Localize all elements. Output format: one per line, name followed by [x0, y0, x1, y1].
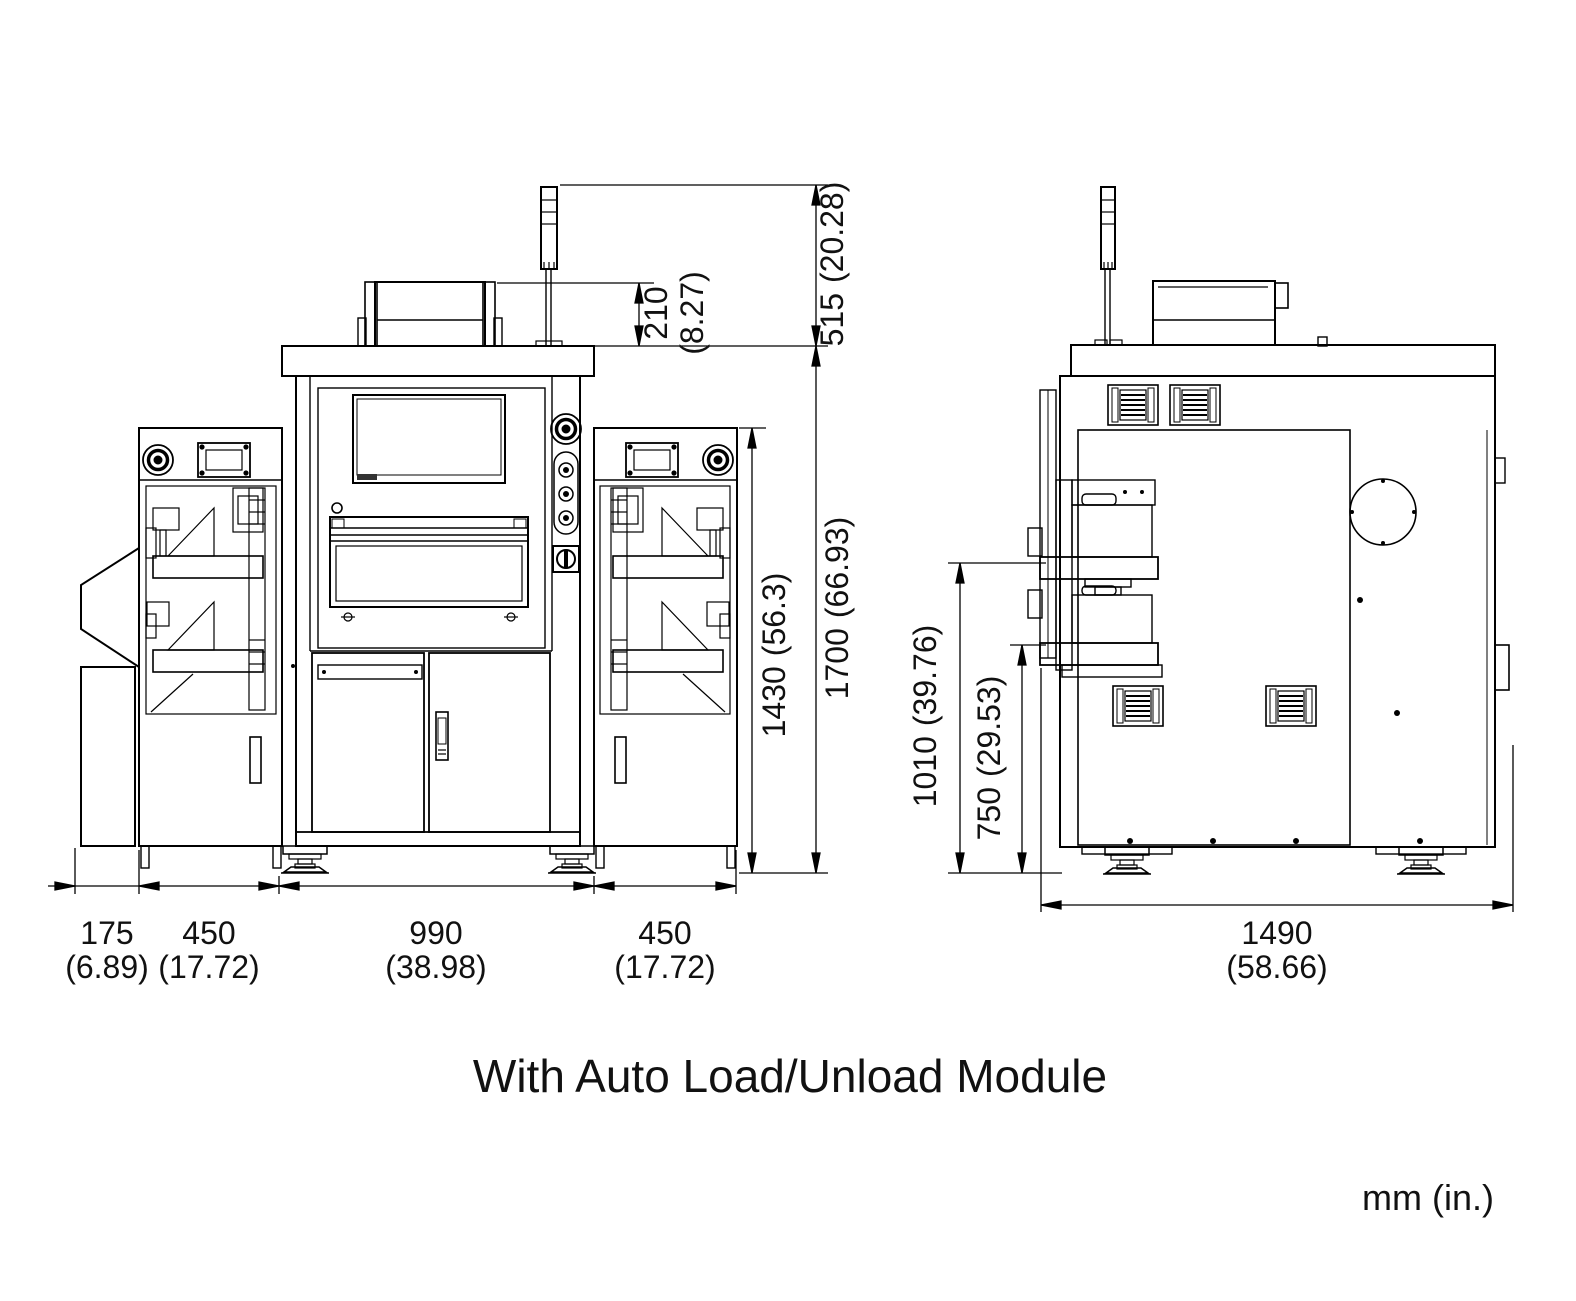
drawing-caption: With Auto Load/Unload Module — [472, 1050, 1108, 1102]
vent-grille-icon — [1266, 686, 1316, 726]
dim-label-450R-in: (17.72) — [614, 949, 716, 985]
leveling-foot — [281, 846, 329, 873]
vent-grille-icon — [1170, 385, 1220, 425]
window-screws — [341, 613, 518, 621]
side-view — [1028, 187, 1509, 874]
dim-515 — [812, 182, 850, 347]
hinge-dot — [291, 664, 295, 668]
side-door-panel — [1078, 430, 1350, 845]
panel-buttons — [559, 463, 573, 525]
signal-tower-icon — [536, 187, 562, 346]
top-plate — [282, 346, 594, 376]
status-display — [198, 443, 250, 477]
dim-210 — [635, 271, 710, 355]
dim-label-990-mm: 990 — [409, 915, 463, 951]
unloader-mechanism — [600, 486, 730, 714]
dim-label-450L-mm: 450 — [182, 915, 236, 951]
dimension-annotations — [48, 182, 1513, 985]
dim-label-450L-in: (17.72) — [158, 949, 260, 985]
emergency-stop-button — [551, 414, 581, 444]
module-door-handle — [615, 737, 626, 783]
vent-grille-icon — [1113, 686, 1163, 726]
key-switch — [553, 546, 579, 572]
lower-stage — [1040, 586, 1158, 665]
dim-1430 — [748, 428, 792, 873]
dim-label-1430: 1430(56.3) — [756, 572, 792, 738]
door-vent-slot — [318, 665, 422, 679]
cabinet-doors — [296, 651, 580, 846]
dim-label-1700: 1700(66.93) — [819, 516, 855, 700]
dim-1490 — [1041, 668, 1513, 985]
dim-label-990-in: (38.98) — [385, 949, 487, 985]
right-unloader-module — [594, 428, 737, 868]
door-handle — [436, 712, 448, 760]
vent-grille-icon — [1108, 385, 1158, 425]
units-label: mm (in.) — [1362, 1177, 1494, 1218]
upper-stage — [1040, 494, 1158, 579]
center-cabinet — [291, 376, 581, 846]
top-plate-side — [1071, 345, 1495, 376]
emergency-stop-button — [143, 445, 173, 475]
dim-label-210-mm: 210 — [638, 286, 674, 340]
dim-750 — [971, 645, 1026, 873]
fan-port — [1350, 479, 1416, 545]
dim-label-1490-in: (58.66) — [1226, 949, 1328, 985]
status-display — [626, 443, 678, 477]
top-box-side — [1153, 281, 1288, 345]
leveling-foot — [548, 846, 596, 873]
dim-label-210-in: (8.27) — [674, 271, 710, 355]
loader-mechanism — [146, 486, 276, 714]
module-door-handle — [250, 737, 261, 783]
indicator-dot — [332, 503, 342, 513]
dim-label-515: 515(20.28) — [814, 181, 850, 347]
signal-tower-icon — [1095, 187, 1122, 345]
leveling-foot — [1397, 847, 1445, 874]
side-handles — [1495, 458, 1509, 690]
left-chute — [81, 548, 139, 846]
dim-1010 — [907, 563, 964, 873]
emergency-stop-button — [703, 445, 733, 475]
dim-label-450R-mm: 450 — [638, 915, 692, 951]
conveyor-window — [330, 517, 528, 607]
dim-front-widths — [48, 848, 736, 985]
side-body — [1060, 376, 1495, 847]
top-box — [358, 282, 502, 346]
dim-label-175-mm: 175 — [80, 915, 134, 951]
panel-screws — [1127, 597, 1423, 844]
dim-label-1490-mm: 1490 — [1241, 915, 1313, 951]
dim-label-1010: 1010(39.76) — [907, 624, 943, 808]
leveling-foot — [1103, 847, 1151, 874]
side-load-module — [1028, 390, 1162, 677]
monitor-screen — [353, 395, 505, 483]
left-loader-module — [139, 428, 282, 868]
dim-1700 — [812, 346, 855, 873]
control-panel — [551, 414, 581, 572]
dim-label-175-in: (6.89) — [65, 949, 149, 985]
dim-label-750: 750(29.53) — [971, 675, 1007, 841]
